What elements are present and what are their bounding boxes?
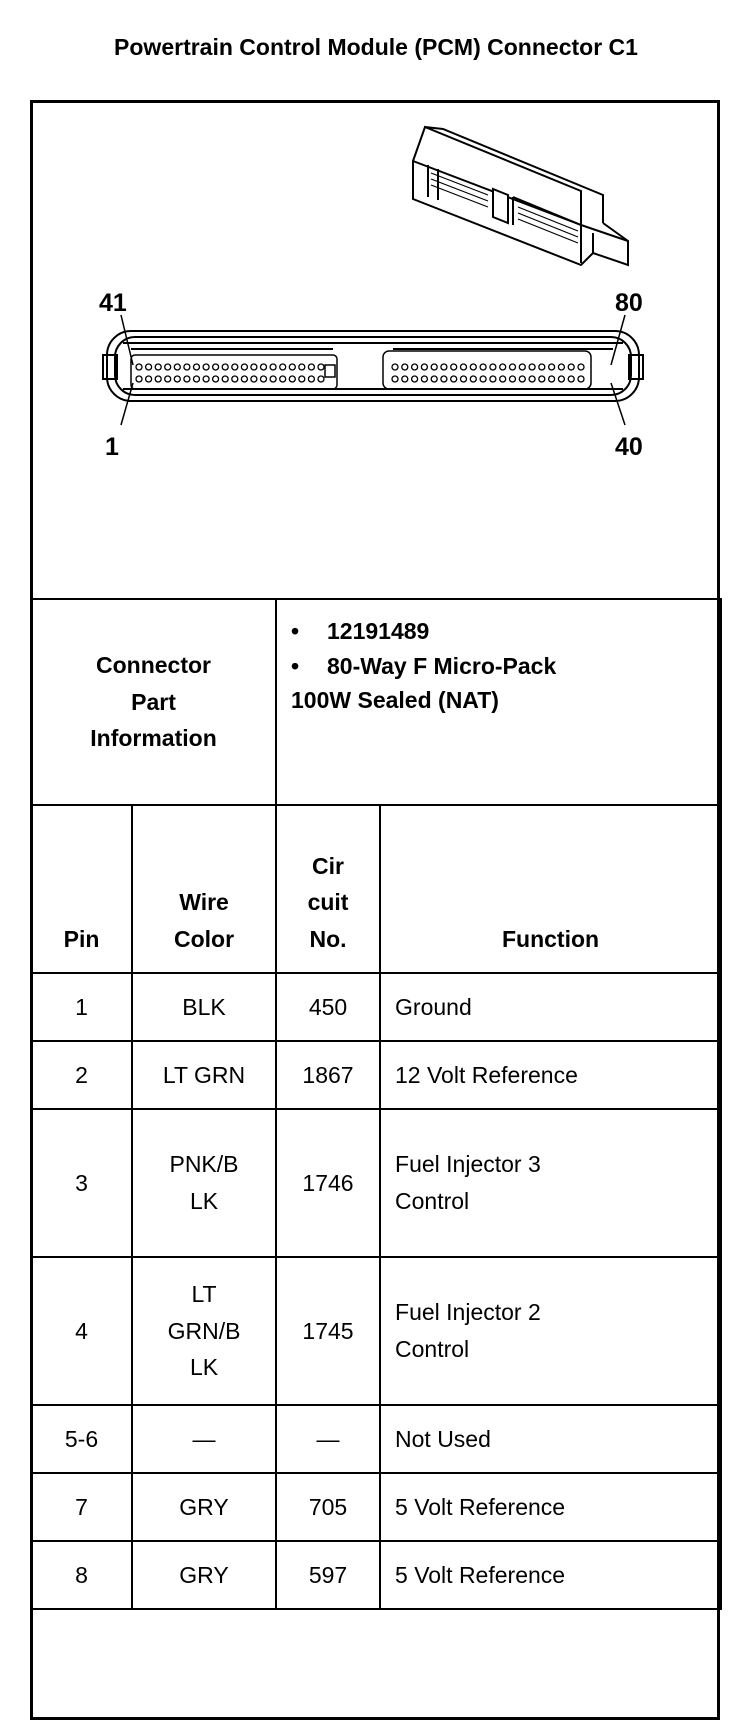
pin-cell: 3 [31,1109,132,1257]
table-row [31,1257,721,1405]
circuit-cell: — [276,1405,380,1473]
pin-hole [470,364,476,370]
pin-hole [519,376,525,382]
wire-color-cell: GRY [132,1541,276,1609]
circuit-cell: 450 [276,973,380,1041]
table-header-row [31,805,721,973]
pin-hole [146,376,152,382]
pin-hole [500,376,506,382]
pin-hole [431,364,437,370]
pin-hole [270,364,276,370]
header-circuit: Cir cuit No. [276,805,380,973]
pin-hole [194,376,200,382]
pin-hole [155,364,161,370]
pin-hole [146,364,152,370]
pin-hole [510,364,516,370]
pin-hole [578,364,584,370]
pin-label-80: 80 [615,289,643,317]
connector-table-frame [30,100,720,1720]
pin-label-40: 40 [615,433,643,461]
pin-hole [194,364,200,370]
pin-hole [500,364,506,370]
pin-hole [136,364,142,370]
connector-diagram [33,103,717,593]
pin-cell: 2 [31,1041,132,1109]
pin-hole [174,364,180,370]
pin-hole [412,364,418,370]
pin-hole [184,364,190,370]
pin-hole [490,376,496,382]
pin-hole [289,364,295,370]
pin-hole [568,364,574,370]
pin-table [30,598,722,1610]
pin-hole [470,376,476,382]
circuit-cell: 1746 [276,1109,380,1257]
pin-hole [529,376,535,382]
pin-hole [461,376,467,382]
pin-hole [529,364,535,370]
pin-hole [412,376,418,382]
pin-hole [568,376,574,382]
function-cell: Fuel Injector 3 Control [380,1109,721,1257]
pin-hole [421,364,427,370]
pin-hole [174,376,180,382]
pin-hole [261,364,267,370]
pin-hole [213,364,219,370]
wire-color-cell: GRY [132,1473,276,1541]
pin-hole [222,376,228,382]
pin-hole [539,364,545,370]
circuit-cell: 597 [276,1541,380,1609]
pin-cell: 8 [31,1541,132,1609]
pin-hole [480,376,486,382]
pin-hole [402,376,408,382]
pin-hole [392,376,398,382]
table-row [31,1109,721,1257]
pin-hole [213,376,219,382]
wire-color-cell: PNK/B LK [132,1109,276,1257]
pin-hole [232,376,238,382]
connector-info-item: • 80-Way F Micro-Pack [291,652,557,679]
pin-hole [451,376,457,382]
pin-hole [165,364,171,370]
pin-hole [280,364,286,370]
table-row [31,1541,721,1609]
pin-hole [549,376,555,382]
pin-label-1: 1 [105,433,119,461]
pin-hole [241,376,247,382]
pin-hole [402,364,408,370]
wire-color-cell: LT GRN/B LK [132,1257,276,1405]
wire-color-cell: — [132,1405,276,1473]
function-cell: Fuel Injector 2 Control [380,1257,721,1405]
pin-hole [510,376,516,382]
pin-hole [431,376,437,382]
pin-block-left [131,355,337,389]
pin-cell: 4 [31,1257,132,1405]
connector-info-item: • 12191489 [291,618,430,644]
connector-info-row [31,599,721,805]
function-cell: 5 Volt Reference [380,1473,721,1541]
pin-cell: 1 [31,973,132,1041]
pin-hole [308,364,314,370]
pin-hole [261,376,267,382]
pin-hole [549,364,555,370]
pin-hole [441,376,447,382]
pin-hole [441,364,447,370]
pin-hole [203,376,209,382]
pin-hole [289,376,295,382]
pin-hole [251,364,257,370]
connector-info-continuation: 100W Sealed (NAT) [291,687,499,713]
table-row [31,1041,721,1109]
pin-hole [251,376,257,382]
pin-hole [184,376,190,382]
pin-hole [203,364,209,370]
pin-cell: 5-6 [31,1405,132,1473]
pin-hole [519,364,525,370]
circuit-cell: 1867 [276,1041,380,1109]
function-cell: Not Used [380,1405,721,1473]
pin-label-41: 41 [99,289,127,317]
header-function: Function [380,805,721,973]
pin-hole [280,376,286,382]
pin-hole [421,376,427,382]
connector-info-label: Connector Part Information [31,599,276,805]
table-row [31,1405,721,1473]
pin-hole [451,364,457,370]
page-title: Powertrain Control Module (PCM) Connector C1 [114,34,638,60]
function-cell: Ground [380,973,721,1041]
header-wire-color: Wire Color [132,805,276,973]
pin-hole [299,376,305,382]
pin-hole [318,376,324,382]
pin-hole [241,364,247,370]
pin-hole [308,376,314,382]
pin-hole [165,376,171,382]
connector-3d-illustration [413,127,628,265]
table-row [31,973,721,1041]
pin-hole [558,364,564,370]
wire-color-cell: BLK [132,973,276,1041]
connector-info-details [276,599,721,805]
pin-hole [318,364,324,370]
table-row [31,1473,721,1541]
pin-hole [539,376,545,382]
pin-hole [232,364,238,370]
pin-hole [136,376,142,382]
function-cell: 12 Volt Reference [380,1041,721,1109]
pin-hole [461,364,467,370]
pin-hole [299,364,305,370]
pin-hole [490,364,496,370]
pin-hole [578,376,584,382]
pin-hole [155,376,161,382]
connector-drawing [33,103,717,593]
pin-hole [222,364,228,370]
wire-color-cell: LT GRN [132,1041,276,1109]
pin-hole [480,364,486,370]
pin-hole [558,376,564,382]
header-pin: Pin [31,805,132,973]
circuit-cell: 1745 [276,1257,380,1405]
pin-hole [392,364,398,370]
pin-hole [270,376,276,382]
circuit-cell: 705 [276,1473,380,1541]
pin-holes [136,364,584,382]
function-cell: 5 Volt Reference [380,1541,721,1609]
pin-cell: 7 [31,1473,132,1541]
